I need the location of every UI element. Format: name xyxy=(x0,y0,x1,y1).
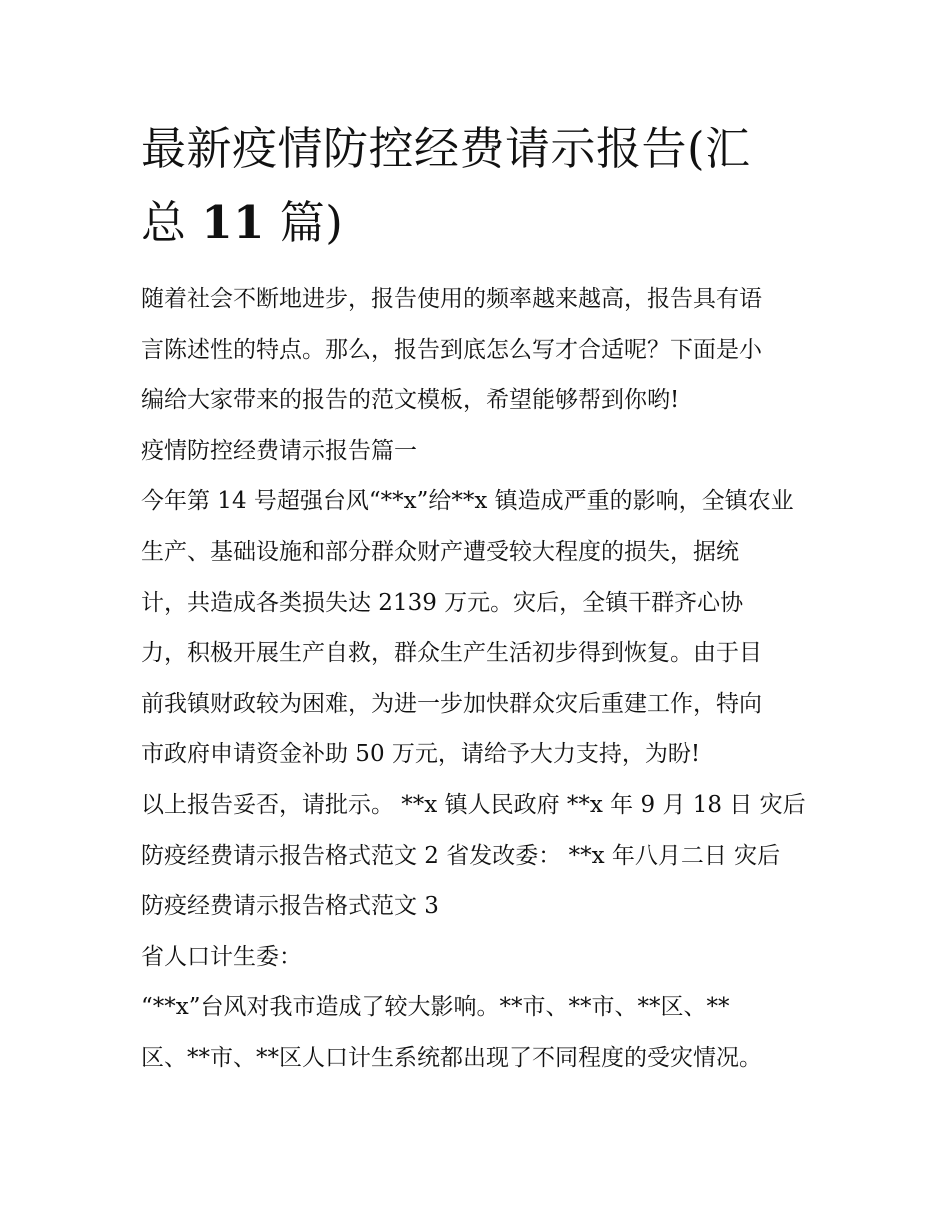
body-line: 编给大家带来的报告的范文模板，希望能够帮到你哟! xyxy=(141,387,680,414)
body-line: 区、**市、**区人口计生系统都出现了不同程度的受灾情况。 xyxy=(141,1044,762,1071)
title-line-2-suffix: 篇) xyxy=(264,196,344,249)
title-line-2-number: 11 xyxy=(201,196,265,249)
body-line: 力，积极开展生产自救，群众生产生活初步得到恢复。由于目 xyxy=(141,640,762,667)
body-line: 今年第 14 号超强台风“**x”给**x 镇造成严重的影响，全镇农业 xyxy=(141,488,794,515)
body-line: “**x”台风对我市造成了较大影响。**市、**市、**区、** xyxy=(141,994,730,1021)
body-line: 生产、基础设施和部分群众财产遭受较大程度的损失，据统 xyxy=(141,538,739,565)
title-line-1: 最新疫情防控经费请示报告(汇 xyxy=(141,122,751,175)
body-line: 随着社会不断地进步，报告使用的频率越来越高，报告具有语 xyxy=(141,286,762,312)
document-title xyxy=(141,112,813,260)
title-line-2-prefix: 总 xyxy=(141,196,202,249)
document-page xyxy=(141,112,813,1084)
section-heading: 疫情防控经费请示报告篇一 xyxy=(141,437,417,464)
body-line: 防疫经费请示报告格式范文 3 xyxy=(141,893,439,920)
body-line: 市政府申请资金补助 50 万元，请给予大力支持，为盼! xyxy=(141,741,701,768)
body-line: 言陈述性的特点。那么，报告到底怎么写才合适呢？下面是小 xyxy=(141,336,762,363)
body-line: 省人口计生委： xyxy=(141,943,302,970)
document-body xyxy=(141,274,813,1084)
body-line: 防疫经费请示报告格式范文 2 省发改委： **x 年八月二日 灾后 xyxy=(141,842,781,869)
body-line: 前我镇财政较为困难，为进一步加快群众灾后重建工作，特向 xyxy=(141,690,762,717)
body-line: 以上报告妥否，请批示。 **x 镇人民政府 **x 年 9 月 18 日 灾后 xyxy=(141,791,806,818)
body-line: 计，共造成各类损失达 2139 万元。灾后，全镇干群齐心协 xyxy=(141,589,744,616)
